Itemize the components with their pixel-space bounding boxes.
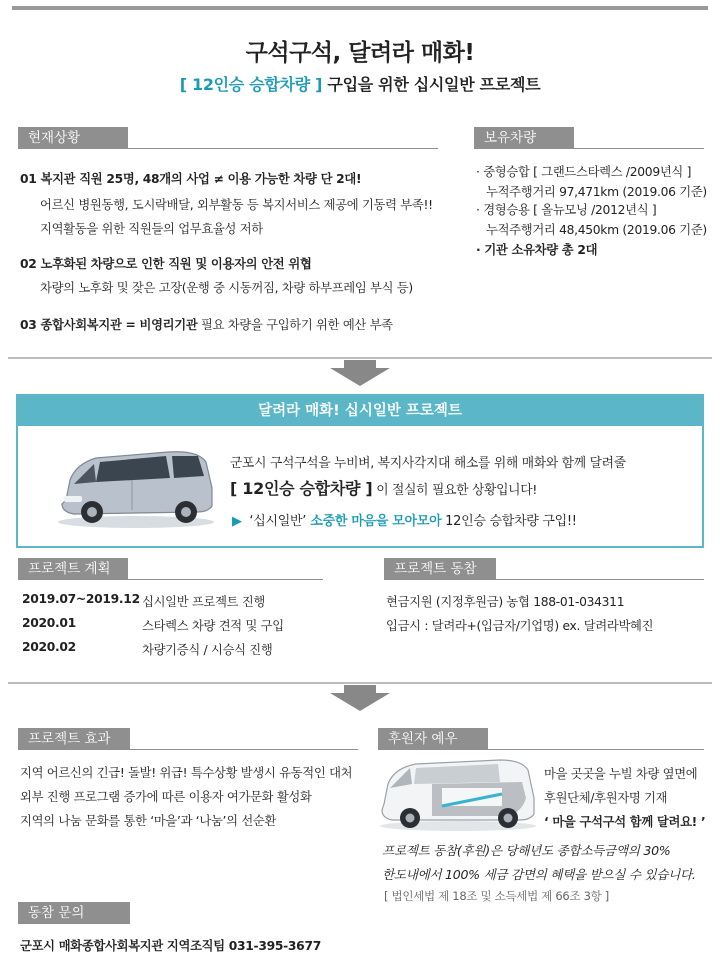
section-line-join bbox=[384, 579, 704, 580]
donor-line2: 후원단체/후원자명 기재 bbox=[544, 791, 668, 805]
down-arrow-icon bbox=[330, 693, 390, 711]
effect-line2: 외부 진행 프로그램 증가에 따른 이용자 여가문화 활성화 bbox=[20, 790, 312, 804]
project-line3-a: ‘십시일반’ bbox=[249, 514, 307, 529]
project-line3 bbox=[232, 510, 577, 529]
plan-row-desc: 십시일반 프로젝트 진행 bbox=[142, 595, 266, 609]
divider-2 bbox=[8, 682, 712, 684]
section-label-effect: 프로젝트 효과 bbox=[18, 728, 130, 750]
donor-tax2: 한도내에서 100% 세금 감면의 혜택을 받으실 수 있습니다. bbox=[382, 867, 696, 882]
divider-1 bbox=[8, 357, 712, 359]
donor-line3: ‘ 마을 구석구석 함께 달려요! ’ bbox=[544, 815, 706, 829]
project-line2-rest: 이 절실히 필요한 상황입니다! bbox=[372, 483, 538, 498]
effect-line3: 지역의 나눔 문화를 통한 ‘마을’과 ‘나눔’의 선순환 bbox=[20, 814, 277, 828]
donor-tax1: 프로젝트 동참(후원)은 당해년도 종합소득금액의 30% bbox=[382, 843, 671, 858]
project-line1: 군포시 구석구석을 누비벼, 복지사각지대 해소를 위해 매화와 함께 달려줄 bbox=[230, 456, 626, 471]
project-box bbox=[16, 394, 704, 548]
plan-row-desc: 스타렉스 차량 견적 및 구입 bbox=[142, 619, 284, 633]
section-line-owned bbox=[474, 148, 704, 149]
section-label-contact: 동참 문의 bbox=[18, 902, 130, 924]
section-line-current bbox=[18, 148, 438, 149]
page-title: 구석구석, 달려라 매화! bbox=[245, 40, 475, 66]
current-item1-line2: 지역활동을 위한 직원들의 업무효율성 저하 bbox=[40, 222, 263, 236]
plan-row-date: 2020.02 bbox=[22, 640, 76, 654]
top-rule bbox=[12, 6, 708, 10]
project-head: 달려라 매화! 십시일반 프로젝트 bbox=[18, 396, 702, 426]
van-image-icon bbox=[48, 440, 218, 530]
van-sticker-image-icon bbox=[372, 754, 540, 832]
down-arrow-stem-1 bbox=[344, 360, 376, 368]
current-item1-title: 01 복지관 직원 25명, 48개의 사업 ≠ 이용 가능한 차량 단 2대! bbox=[20, 172, 362, 186]
owned-car2-km: 누적주행거리 48,450km (2019.06 기준) bbox=[486, 223, 707, 237]
section-label-owned: 보유차량 bbox=[474, 127, 574, 149]
owned-car1: · 중형승합 [ 그랜드스타렉스 /2009년식 ] bbox=[476, 165, 692, 179]
plan-row-desc: 차량기증식 / 시승식 진행 bbox=[142, 643, 273, 657]
down-arrow-stem-2 bbox=[344, 685, 376, 693]
current-item3-rest: 필요 차량을 구입하기 위한 예산 부족 bbox=[197, 318, 393, 332]
owned-car1-km: 누적주행거리 97,471km (2019.06 기준) bbox=[486, 185, 707, 199]
join-line2: 입금시 : 달려라+(입금자/기업명) ex. 달려라박혜진 bbox=[386, 619, 654, 633]
contact-line: 군포시 매화종합사회복지관 지역조직팀 031-395-3677 bbox=[20, 939, 321, 953]
section-line-donor bbox=[378, 749, 704, 750]
current-item3-title: 03 종합사회복지관 = 비영리기관 bbox=[20, 318, 198, 332]
current-item2-title: 02 노후화된 차량으로 인한 직원 및 이용자의 안전 위협 bbox=[20, 257, 312, 271]
section-line-effect bbox=[18, 749, 358, 750]
subtitle-highlight: [ 12인승 승합차량 ] bbox=[179, 75, 323, 94]
effect-line1: 지역 어르신의 긴급! 돌발! 위급! 특수상황 발생시 유동적인 대처 bbox=[20, 766, 353, 780]
subtitle-rest: 구입을 위한 십시일반 프로젝트 bbox=[322, 75, 541, 94]
donor-law: [ 법인세법 제 18조 및 소득세법 제 66조 3항 ] bbox=[384, 889, 609, 903]
section-label-plan: 프로젝트 계획 bbox=[18, 558, 128, 580]
project-line2-big: [ 12인승 승합차량 ] bbox=[230, 479, 373, 498]
project-line3-b: 소중한 마음을 모아모아 bbox=[306, 514, 442, 529]
section-line-plan bbox=[18, 579, 323, 580]
plan-row-date: 2019.07~2019.12 bbox=[22, 592, 140, 606]
current-item1-line1: 어르신 병원동행, 도시락배달, 외부활동 등 복지서비스 제공에 기동력 부족!! bbox=[40, 198, 433, 212]
owned-car2: · 경형승용 [ 올뉴모닝 /2012년식 ] bbox=[476, 203, 657, 217]
section-label-join: 프로젝트 동참 bbox=[384, 558, 496, 580]
plan-row-date: 2020.01 bbox=[22, 616, 76, 630]
current-item3 bbox=[20, 315, 393, 333]
join-line1: 현금지원 (지정후원금) 농협 188-01-034311 bbox=[386, 595, 625, 609]
section-line-contact bbox=[18, 923, 130, 924]
section-label-donor: 후원자 예우 bbox=[378, 728, 488, 750]
down-arrow-icon bbox=[330, 368, 390, 386]
donor-line1: 마을 곳곳을 누빌 차량 옆면에 bbox=[544, 767, 698, 781]
play-arrow-icon: ▶ bbox=[232, 514, 242, 529]
project-line3-c: 12인승 승합차량 구입!! bbox=[441, 514, 577, 529]
current-item2-line1: 차량의 노후화 및 잦은 고장(운행 중 시동꺼짐, 차량 하부프레임 부식 등) bbox=[40, 281, 413, 295]
project-line2 bbox=[230, 476, 537, 499]
owned-total: · 기관 소유차량 총 2대 bbox=[476, 243, 598, 257]
section-label-current: 현재상황 bbox=[18, 127, 128, 149]
page-subtitle bbox=[0, 72, 720, 95]
